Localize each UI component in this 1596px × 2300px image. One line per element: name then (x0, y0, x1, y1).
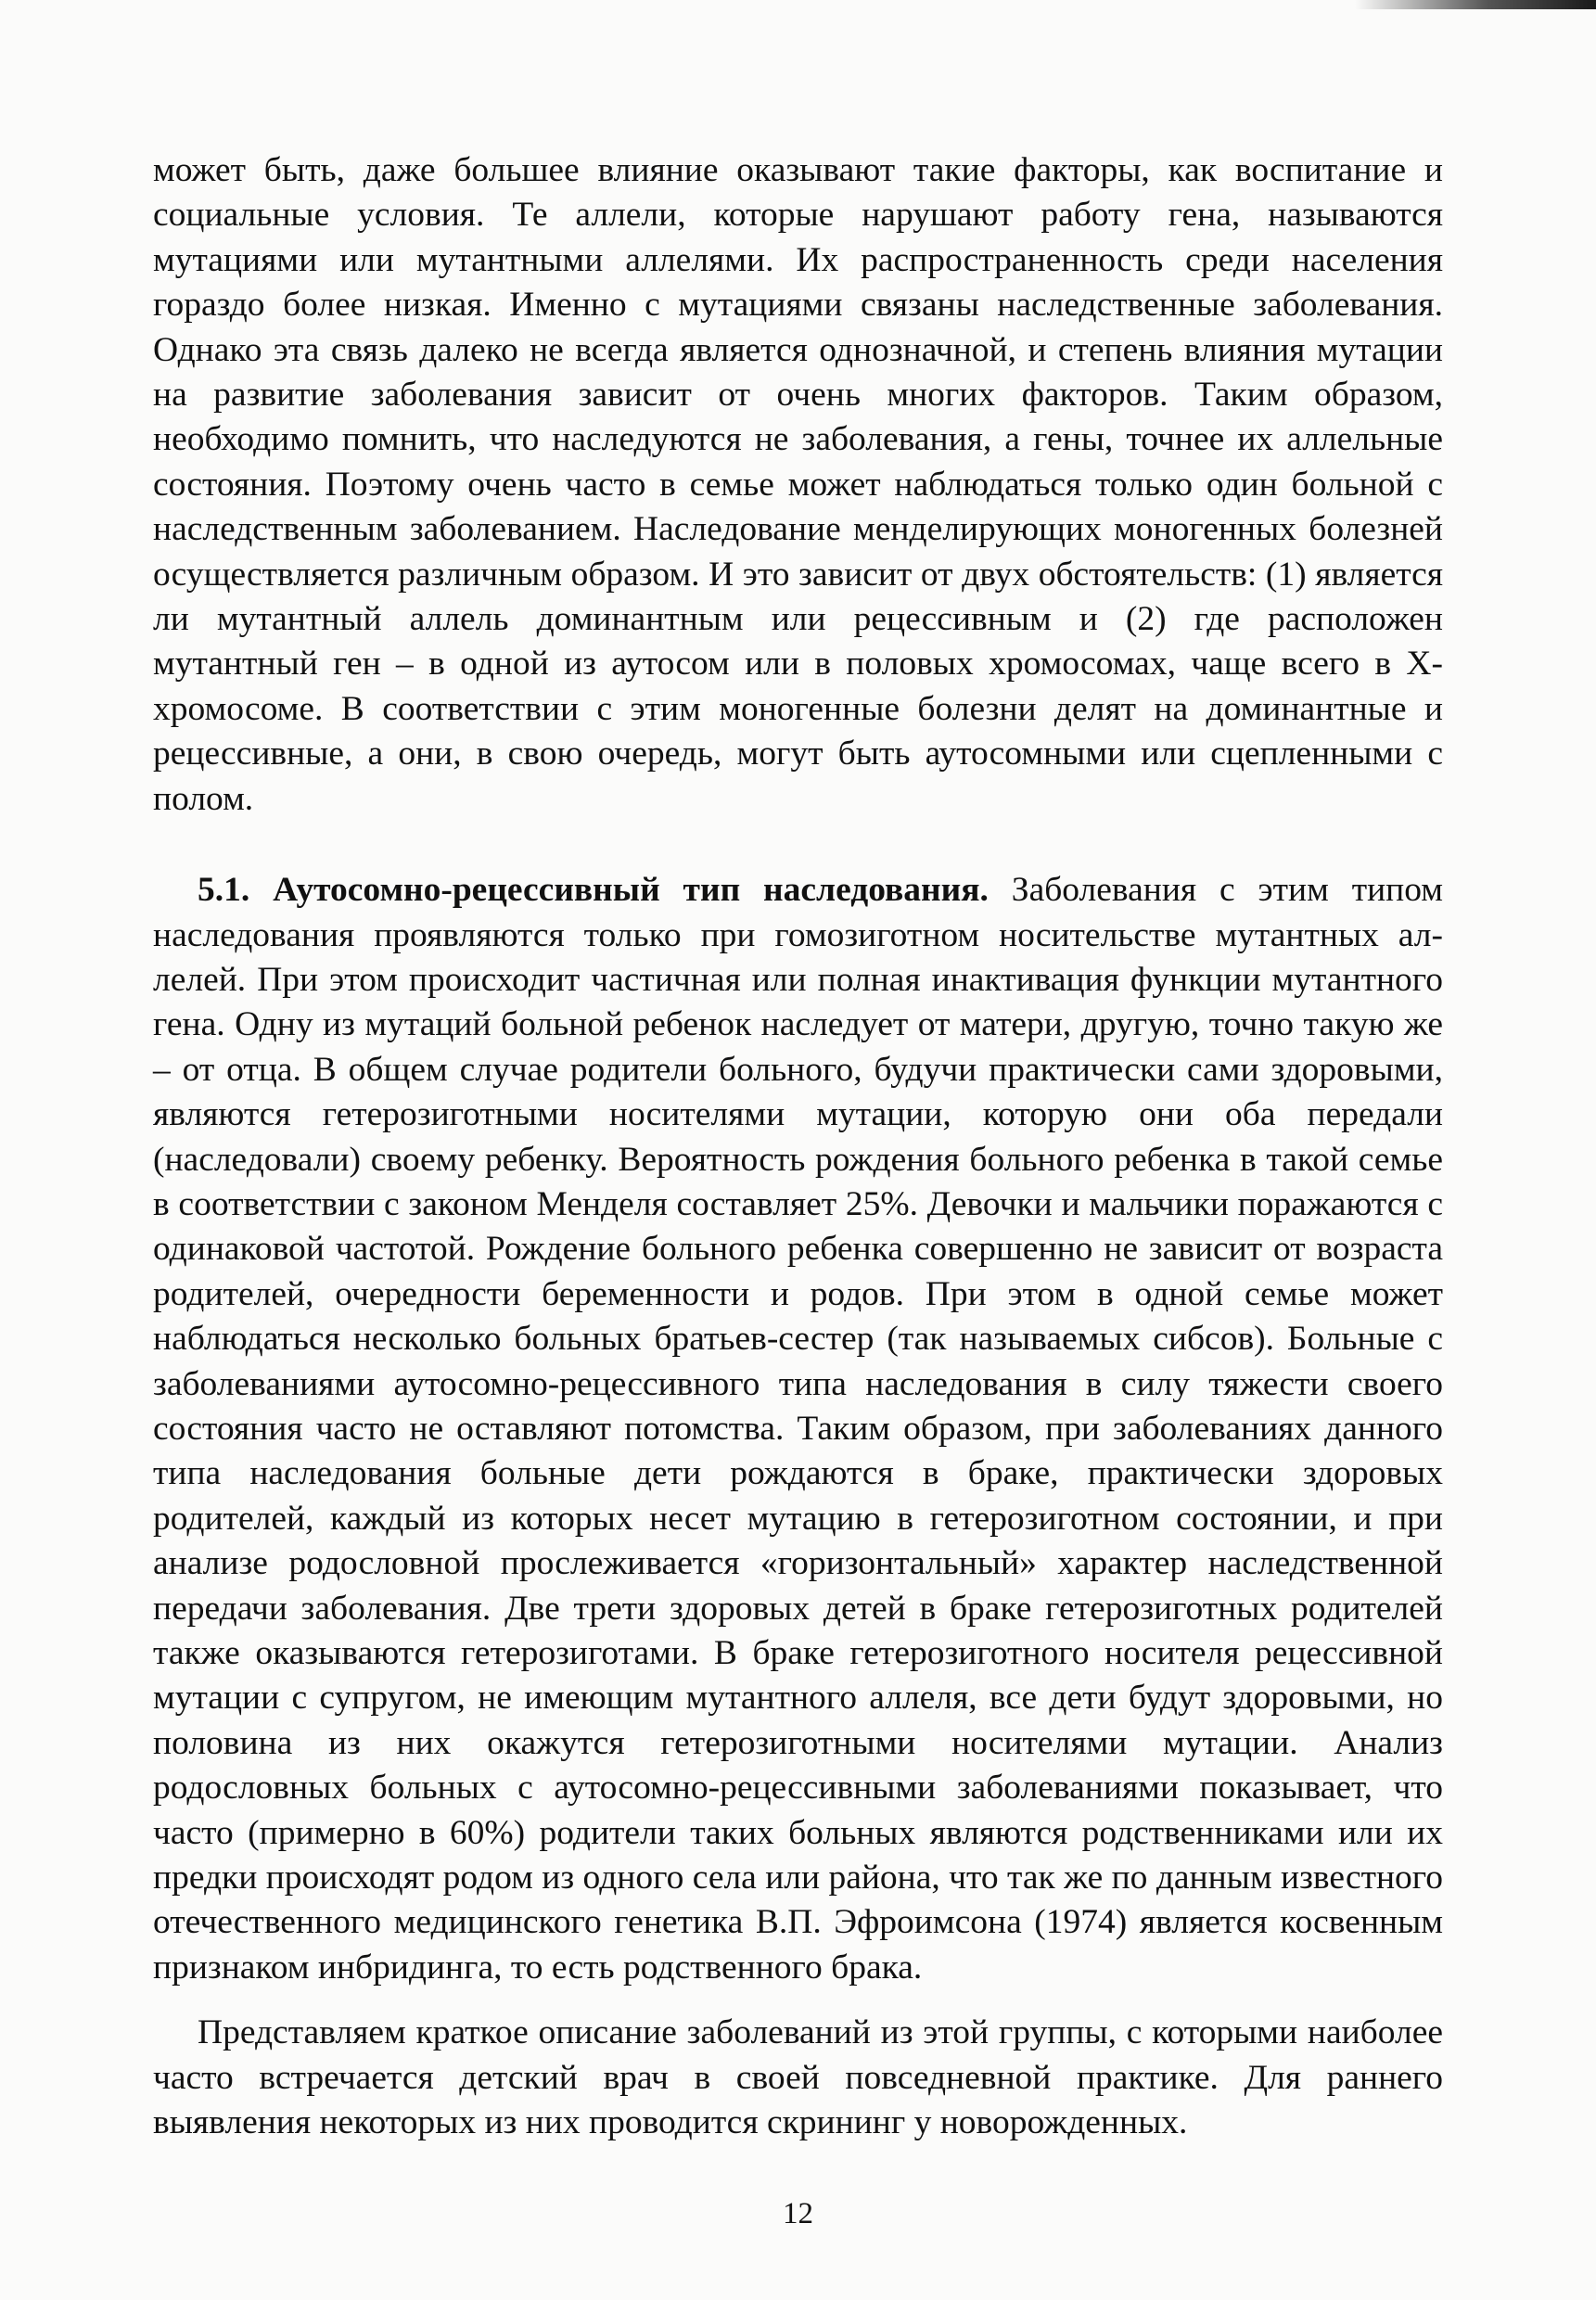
page-number: 12 (783, 2197, 813, 2230)
paragraph-outro: Представляем краткое описание заболеваний из этой группы, с которыми наиболее часто встречается детский врач в своей повседневной практике. Для раннего выявления некоторых из них проводится скрининг у новорожденных. (153, 2013, 1443, 2142)
section-body: Заболевания с этим типом наследования проявляются только при гомозиготном носительстве мутантных аллелей. При этом происходит частичная или полная инактивация функции мутантного гена. Одну из мутаций больной ребенок наследует от матери, другую, точно такую же – от отца. В общем случае родители больного, будучи практически сами здоровыми, являются гетерозиготными носителями мутации, которую они оба передали (наследовали) своему ребенку. Вероятность рождения больного ребенка в такой семье в соответствии с законом Менделя составляет 25%. Девочки и мальчики поражаются с одинаковой частотой. Рождение больного ребенка совершенно не зависит от возраста родителей, очередности беременности и родов. При этом в одной семье может наблюдаться несколько больных братьев-сестер (так называемых сибсов). Больные с заболеваниями аутосомно-рецессивного типа наследования в силу тяжести своего состояния часто не оставляют потомства. Таким образом, при заболеваниях данного типа наследования больные дети рождаются в браке, практически здоровых родителей, каждый из которых несет мутацию в гетерозиготном состоянии, и при анализе родословной прослеживается «горизонтальный» характер наследственной передачи заболевания. Две трети здоровых детей в браке гетерозиготных родителей также оказываются гетерозиготами. В браке гетерозиготного носителя рецессивной мутации с супругом, не имеющим мутантного аллеля, все дети будут здоровыми, но половина из них окажутся гетерозиготными носителями мутации. Анализ родословных больных с аутосомно-рецессивными заболеваниями показывает, что часто (примерно в 60%) родители таких больных являются родственниками или их предки происходят родом из одного села или района, что так же по данным известного отечественного медицинского генетика В.П. Эфроимсона (1974) является косвенным признаком инбридинга, то есть родственного брака. (153, 871, 1443, 1987)
scan-edge-artifact (1355, 0, 1596, 9)
section-heading: 5.1. Аутосомно-рецессивный тип наследования. (198, 871, 989, 910)
section-spacer (153, 822, 1443, 868)
paragraph-intro: может быть, даже большее влияние оказывают такие факторы, как воспитание и социальные условия. Те аллели, которые нарушают работу гена, называются мутациями или мутантными аллелями. Их распространенность среди населения гораздо более низкая. Именно с мутациями связаны наследственные заболевания. Однако эта связь далеко не всегда является однозначной, и степень влияния мутации на развитие заболевания зависит от очень многих факторов. Таким образом, необходимо помнить, что наследуются не заболевания, а гены, точнее их аллельные состояния. Поэтому очень часто в семье может наблюдаться только один больной с наследственным заболеванием. Наследование менделирующих моногенных болезней осуществляется различным образом. И это зависит от двух обстоятельств: (1) является ли мутантный аллель доминантным или рецессивным и (2) где расположен мутантный ген – в одной из аутосом или в половых хромосомах, чаще всего в Х-хромосоме. В соответствии с этим моногенные болезни делят на доминантные и рецессивные, а они, в свою очередь, могут быть аутосомными или сцепленными с полом. (153, 151, 1443, 818)
paragraph-section-5-1 (153, 868, 1443, 1990)
body-text (153, 148, 1443, 2145)
paragraph-spacer (153, 1990, 1443, 2011)
